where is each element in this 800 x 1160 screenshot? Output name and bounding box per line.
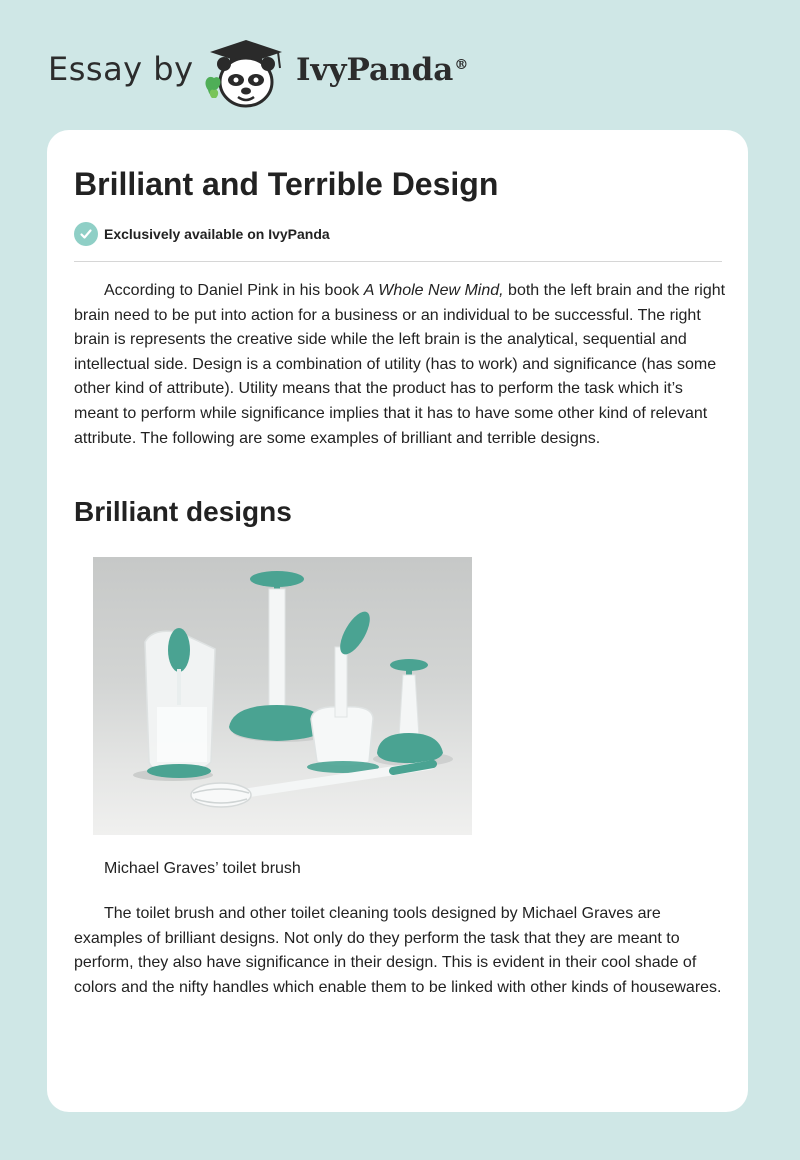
brand-name[interactable]: IvyPanda® — [296, 52, 469, 88]
toilet-brush-photo — [93, 557, 472, 835]
essay-by-label: Essay by — [48, 50, 194, 88]
book-title: A Whole New Mind, — [363, 282, 504, 299]
section-heading: Brilliant designs — [74, 496, 292, 527]
check-circle-icon — [74, 222, 98, 246]
figure-caption: Michael Graves’ toilet brush — [104, 860, 301, 877]
divider — [74, 261, 722, 262]
exclusive-badge — [74, 222, 330, 246]
essay-card — [47, 130, 748, 1112]
badge-label: Exclusively available on IvyPanda — [104, 226, 330, 242]
panda-graduate-icon[interactable] — [200, 36, 292, 112]
site-header — [0, 0, 800, 130]
page-title: Brilliant and Terrible Design — [74, 166, 499, 202]
intro-paragraph: According to Daniel Pink in his book A Whole New Mind, both the left brain and the right brain need to be put into action for a business or an individual to be successful. The right brain is represents the creative side while the left brain is the analytical, sequential and intellectual side. Design is a combination of utility (has to work) and significance (has some other kind of attribute). Utility means that the product has to perform the task which it’s meant to perform while significance implies that it has to have some other kind of relevant attribute. The following are some examples of brilliant and terrible designs. — [74, 282, 726, 447]
body-paragraph: The toilet brush and other toilet cleaning tools designed by Michael Graves are examples of brilliant designs. Not only do they perform the task that they are meant to perform, they also have significance in their design. This is evident in their cool shade of colors and the nifty handles which enable them to be linked with other kinds of housewares. — [74, 905, 722, 996]
